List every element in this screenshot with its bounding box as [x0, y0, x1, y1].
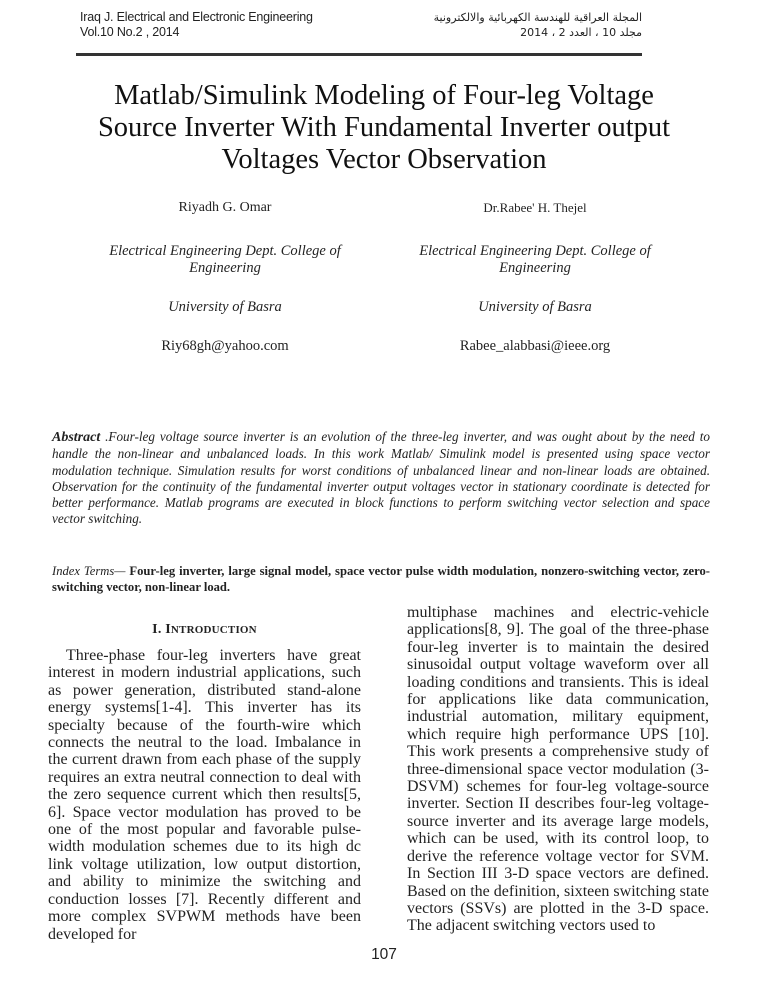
- index-terms-text: Four-leg inverter, large signal model, space vector pulse width modulation, nonzero-switching vector, zero-switching vector, non-linear load.: [52, 564, 710, 594]
- author-email: Rabee_alabbasi@ieee.org: [459, 338, 611, 354]
- left-column: [48, 621, 361, 943]
- author-name: Dr.Rabee' H. Thejel: [483, 200, 587, 215]
- abstract-text: .Four-leg voltage source inverter is an evolution of the three-leg inverter, and was ought about by the need to handle the non-linear and unbalanced loads. In this work Matlab/ Simulink model is presented using space vector modulation technique. Simulation results for worst conditions of unbalanced linear and non-linear loads are obtained. Observation for the continuity of the fundamental inverter output voltages vector in stationary coordinate is detected for better performance. Matlab programs are executed in block functions to perform switching vector selection and space vector switching.: [52, 429, 710, 527]
- header-divider: [76, 53, 642, 56]
- author-2: [390, 200, 680, 355]
- section-number: I.: [152, 622, 166, 637]
- journal-name: Iraq J. Electrical and Electronic Engineering: [80, 10, 313, 24]
- abstract: [52, 429, 710, 528]
- index-terms: [52, 563, 710, 595]
- intro-paragraph-left: Three-phase four-leg inverters have great interest in modern industrial applications, such as power generation, distributed stand-alone energy systems[1-4]. This inverter has its specialty because of the fourth-wire which connects the neutral to the load. Imbalance in the current drawn from each phase of the supply requires an extra neutral connection to deal with the zero sequence current which then results[5, 6]. Space vector modulation has proved to be one of the most popular and favorable pulse-width modulation schemes due to its high dc link voltage utilization, low output distortion, and ability to minimize the switching and conduction losses [7]. Recently different and more complex SVPWM methods have been developed for: [48, 647, 361, 943]
- journal-info-english: [80, 10, 313, 40]
- section-title-initial: I: [165, 622, 171, 637]
- author-department: Electrical Engineering Dept. College of Engineering: [419, 243, 651, 276]
- section-title-rest: NTRODUCTION: [170, 624, 257, 636]
- paper-title: [0, 80, 768, 176]
- right-column: [407, 604, 709, 935]
- volume-issue: Vol.10 No.2 , 2014: [80, 25, 180, 39]
- author-university: University of Basra: [168, 299, 282, 315]
- author-name: Riyadh G. Omar: [178, 200, 272, 215]
- section-heading-introduction: [48, 621, 361, 639]
- journal-name-arabic: المجلة العراقية للهندسة الكهربائية والالكترونية: [433, 11, 642, 24]
- title-line: Source Inverter With Fundamental Inverter output: [97, 112, 671, 143]
- abstract-label: Abstract: [52, 430, 101, 445]
- author-department: Electrical Engineering Dept. College of Engineering: [109, 243, 341, 276]
- author-email: Riy68gh@yahoo.com: [161, 338, 289, 354]
- intro-paragraph-right: multiphase machines and electric-vehicle applications[8, 9]. The goal of the three-phase four-leg inverter is to maintain the desired sinusoidal output voltage waveform over all loading conditions and transients. This is ideal for applications like data communication, industrial automation, military equipment, which require high performance UPS [10]. This work presents a comprehensive study of three-dimensional space vector modulation (3-DSVM) schemes for four-leg voltage-source inverter. Section II describes four-leg voltage-source inverter and its average large models, which can be used, with its control loop, to derive the reference voltage vector for SVM. In Section III 3-D space vectors are defined. Based on the definition, sixteen switching state vectors (SSVs) are plotted in the 3-D space. The adjacent switching vectors used to: [407, 604, 709, 935]
- title-line: Voltages Vector Observation: [221, 144, 547, 175]
- author-1: [80, 200, 370, 355]
- journal-info-arabic: [434, 10, 642, 40]
- running-header: [80, 10, 642, 50]
- volume-issue-arabic: مجلد 10 ، العدد 2 ، 2014: [520, 26, 642, 39]
- title-line: Matlab/Simulink Modeling of Four-leg Voltage: [114, 80, 654, 111]
- index-terms-label: Index Terms—: [52, 564, 126, 578]
- author-block: [80, 200, 680, 355]
- page-number: 107: [371, 946, 397, 963]
- author-university: University of Basra: [478, 299, 592, 315]
